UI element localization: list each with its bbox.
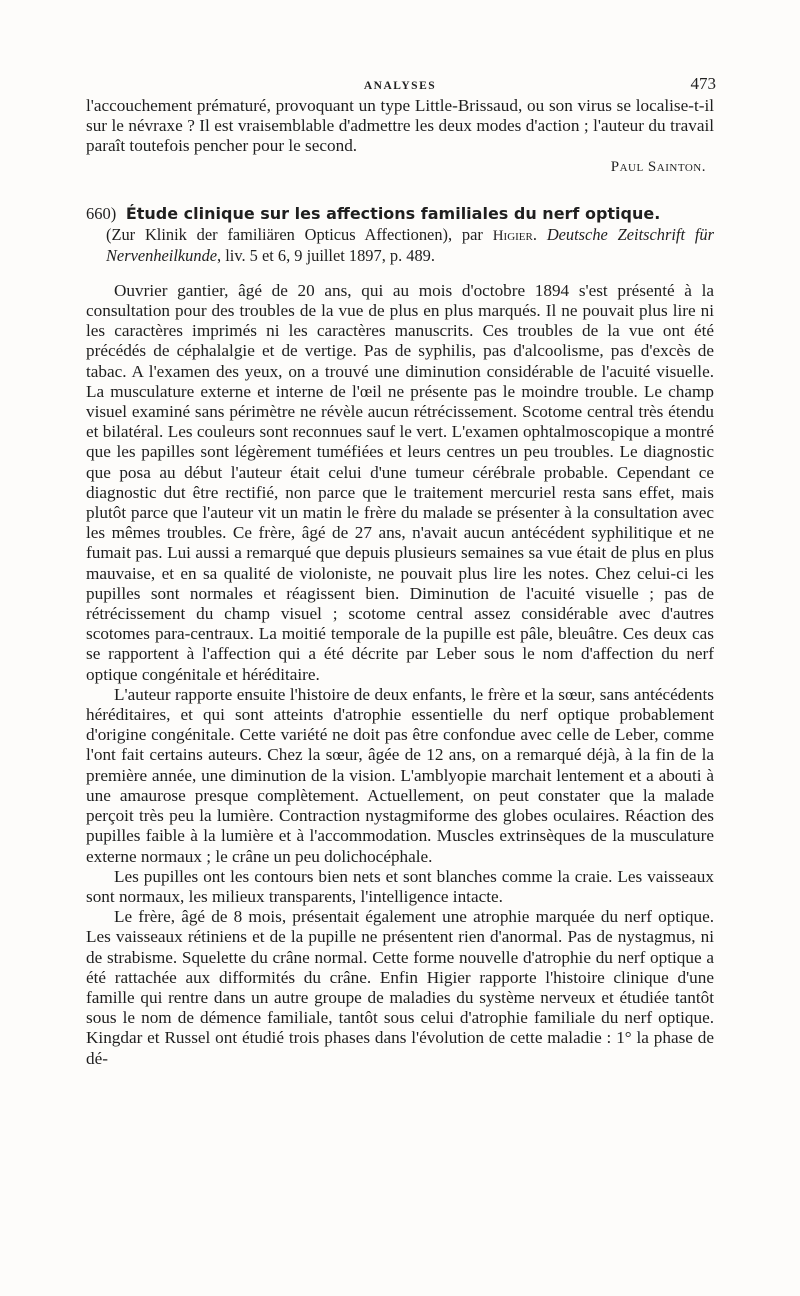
- article-details: , liv. 5 et 6, 9 juillet 1897, p. 489.: [217, 246, 435, 266]
- article-body: [86, 281, 714, 1069]
- body-paragraph-4: Le frère, âgé de 8 mois, présentait également une atrophie marquée du nerf optique. Les vaisseaux rétiniens et de la pupille ne présentent rien d'anormal. Pas de nystagmus, ni de strabisme. Squelette du crâne normal. Cette forme nouvelle d'atrophie du nerf optique a été rattachée aux difformités du crâne. Enfin Higier rapporte l'histoire clinique d'une famille qui rentre dans un autre groupe de maladies du système nerveux et étudiée tantôt sous le nom de démence familiale, tantôt sous celui d'atrophie familiale du nerf optique. Kingdar et Russel ont étudié trois phases dans l'évolution de cette maladie : 1° la phase de dé-: [86, 907, 714, 1068]
- body-paragraph-3: Les pupilles ont les contours bien nets et sont blanches comme la craie. Les vaisseaux sont normaux, les milieux transparents, l'intelligence intacte.: [86, 866, 714, 906]
- article-title-line: [86, 203, 714, 225]
- article-author: Higier: [492, 227, 533, 244]
- running-head: ANALYSES: [363, 80, 437, 92]
- body-paragraph-1: Ouvrier gantier, âgé de 20 ans, qui au mois d'octobre 1894 s'est présenté à la consultation pour des troubles de la vue de plus en plus marqués. Il ne pouvait plus lire ni les caractères imprimés ni les caractères manuscrits. Ces troubles de la vue ont été précédés de céphalalgie et de vertige. Pas de syphilis, pas d'alcoolisme, pas d'excès de tabac. A l'examen des yeux, on a trouvé une diminution considérable de l'acuité visuelle. La musculature externe et interne de l'œil ne présente pas le moindre trouble. Le champ visuel examiné sans périmètre ne révèle aucun rétrécissement. Scotome central très étendu et bilatéral. Les couleurs sont reconnues sauf le vert. L'examen ophtalmoscopique a montré que les papilles sont légèrement tuméfiées et leurs centres un peu troubles. Le diagnostic que posa au début l'auteur était celui d'une tumeur cérébrale probable. Cependant ce diagnostic dut être rectifié, non parce que le traitement mercuriel resta sans effet, mais plutôt parce que l'auteur vit un matin le frère du malade se présenter à la consultation avec les mêmes troubles. Ce frère, âgé de 27 ans, n'avait aucun antécédent syphilitique et ne fumait pas. Lui aussi a remarqué que depuis plusieurs semaines sa vue était de plus en plus mauvaise, et en sa qualité de violoniste, ne pouvait plus lire les notes. Chez celui-ci les pupilles sont normales et réagissent bien. Diminution de l'acuité visuelle ; pas de rétrécissement du champ visuel ; scotome central assez considérable avec d'autres scotomes para-centraux. La moitié temporale de la pupille est pâle, bleuâtre. Ces deux cas se rapportent à l'affection qui a été décrite par Leber sous le nom d'affection du nerf optique congénitale et héréditaire.: [86, 280, 714, 684]
- article-journal: Deutsche Zeitschrift für Nervenheilkunde: [106, 224, 714, 266]
- article-title: Étude clinique sur les affections familiales du nerf optique.: [125, 203, 661, 223]
- article-number: 660): [86, 203, 117, 223]
- article-german-title: (Zur Klinik der familiären Opticus Affectionen), par: [106, 224, 483, 244]
- body-paragraph-2: L'auteur rapporte ensuite l'histoire de deux enfants, le frère et la sœur, sans antécédents héréditaires, et qui sont atteints d'atrophie essentielle du nerf optique probablement d'origine congénitale. Cette variété ne doit pas être confondue avec celle de Leber, comme l'ont fait certains auteurs. Chez la sœur, âgée de 12 ans, on a remarqué déjà, à la fin de la première année, une diminution de la vision. L'amblyopie marchait lentement et a abouti à une amaurose presque complètement. Actuellement, on peut constater que la malade perçoit très peu la lumière. Contraction nystagmiforme des globes oculaires. Réaction des pupilles faible à la lumière et à l'accommodation. Muscles extrinsèques de la musculature externe normaux ; le crâne un peu dolichocéphale.: [86, 684, 714, 866]
- article-heading: [86, 203, 714, 267]
- text-column: [86, 68, 714, 1069]
- page-header: [86, 68, 714, 96]
- previous-article-signature: Paul Sainton.: [610, 158, 706, 175]
- previous-article-paragraph: l'accouchement prématuré, provoquant un type Little-Brissaud, ou son virus se localise-t-il sur le névraxe ? Il est vraisemblable d'admettre les deux modes d'action ; l'auteur du travail paraît toutefois pencher pour le second.: [86, 96, 714, 156]
- page-number: 473: [690, 74, 716, 93]
- article-reference: (Zur Klinik der familiären Opticus Affectionen), par Higier. Deutsche Zeitschrift für Nervenheilkunde, liv. 5 et 6, 9 juillet 1897, p. 489.: [106, 224, 714, 266]
